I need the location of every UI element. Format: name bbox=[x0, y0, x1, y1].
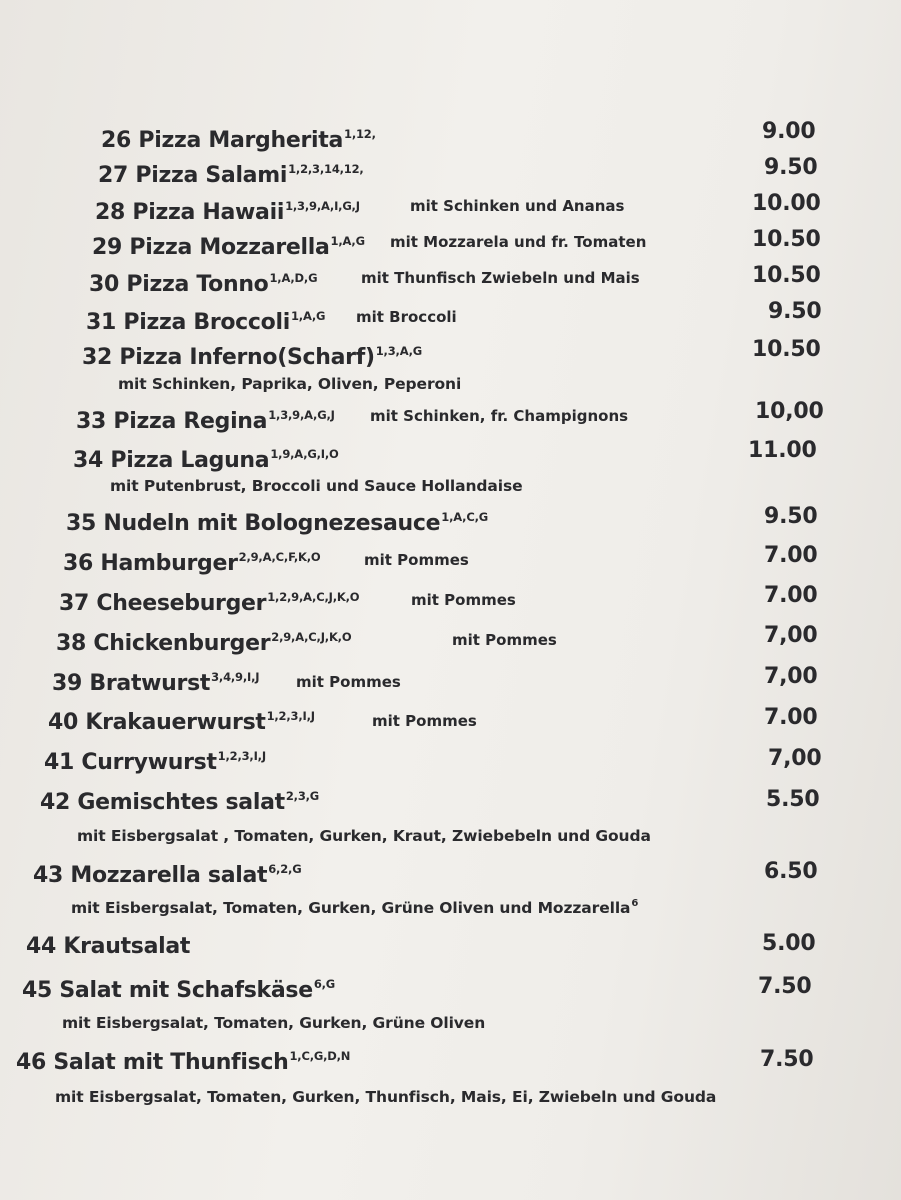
menu-item-price: 9.50 bbox=[764, 504, 818, 529]
menu-item-name: 45 Salat mit Schafskäse$^{6,G}$ bbox=[22, 977, 336, 1003]
menu-item-description: mit Schinken, Paprika, Oliven, Peperoni bbox=[118, 375, 462, 393]
menu-item-name: 31 Pizza Broccoli$^{1,A,G}$ bbox=[86, 309, 326, 335]
menu-item-price: 10.00 bbox=[752, 191, 821, 216]
menu-item-name: 26 Pizza Margherita$^{1,12,}$ bbox=[101, 127, 376, 153]
menu-item-name: 34 Pizza Laguna$^{1,9,A,G,I,O}$ bbox=[73, 447, 339, 473]
menu-item-name: 43 Mozzarella salat$^{6,2,G}$ bbox=[33, 862, 302, 888]
menu-item-description: mit Pommes bbox=[411, 591, 516, 609]
menu-item-name: 28 Pizza Hawaii$^{1,3,9,A,I,G,J}$ bbox=[95, 199, 360, 225]
menu-item-name: 44 Krautsalat bbox=[26, 934, 191, 959]
menu-item-price: 5.00 bbox=[762, 931, 816, 956]
menu-item-price: 7,00 bbox=[764, 623, 818, 648]
menu-item-name: 40 Krakauerwurst$^{1,2,3,I,J}$ bbox=[48, 709, 315, 735]
menu-item-price: 7,00 bbox=[768, 746, 822, 771]
menu-item-name: 46 Salat mit Thunfisch$^{1,C,G,D,N}$ bbox=[16, 1049, 351, 1075]
menu-item-name: 30 Pizza Tonno$^{1,A,D,G}$ bbox=[89, 271, 318, 297]
menu-item-description: mit Mozzarela und fr. Tomaten bbox=[390, 233, 647, 251]
menu-item-description: mit Pommes bbox=[372, 712, 477, 730]
menu-item-price: 7,00 bbox=[764, 664, 818, 689]
menu-item-name: 35 Nudeln mit Bolognezesauce$^{1,A,C,G}$ bbox=[66, 510, 488, 536]
menu-item-name: 36 Hamburger$^{2,9,A,C,F,K,O}$ bbox=[63, 550, 321, 576]
menu-item-name: 41 Currywurst$^{1,2,3,I,J}$ bbox=[44, 749, 266, 775]
menu-item-description: mit Schinken und Ananas bbox=[410, 197, 625, 215]
menu-item-description: mit Schinken, fr. Champignons bbox=[370, 407, 629, 425]
menu-item-price: 7.00 bbox=[764, 543, 818, 568]
menu-item-price: 11.00 bbox=[748, 438, 817, 463]
menu-item-description: mit Pommes bbox=[296, 673, 401, 691]
menu-item-description: mit Putenbrust, Broccoli und Sauce Hollandaise bbox=[110, 477, 523, 495]
menu-item-name: 38 Chickenburger$^{2,9,A,C,J,K,O}$ bbox=[56, 630, 352, 656]
menu-item-price: 9.50 bbox=[768, 299, 822, 324]
menu-item-description: mit Thunfisch Zwiebeln und Mais bbox=[361, 269, 640, 287]
menu-item-price: 7.00 bbox=[764, 583, 818, 608]
menu-item-name: 32 Pizza Inferno(Scharf)$^{1,3,A,G}$ bbox=[82, 344, 423, 370]
menu-item-description: mit Pommes bbox=[452, 631, 557, 649]
menu-item-name: 37 Cheeseburger$^{1,2,9,A,C,J,K,O}$ bbox=[59, 590, 360, 616]
menu-item-name: 29 Pizza Mozzarella$^{1,A,G}$ bbox=[92, 234, 365, 260]
menu-item-price: 9.50 bbox=[764, 155, 818, 180]
menu-item-name: 39 Bratwurst$^{3,4,9,I,J}$ bbox=[52, 670, 260, 696]
menu-item-price: 5.50 bbox=[766, 787, 820, 812]
menu-item-description: mit Pommes bbox=[364, 551, 469, 569]
menu-item-name: 33 Pizza Regina$^{1,3,9,A,G,J}$ bbox=[76, 408, 335, 434]
menu-item-description: mit Eisbergsalat, Tomaten, Gurken, Grüne Oliven und Mozzarella$^6$ bbox=[71, 898, 639, 917]
menu-item-description: mit Eisbergsalat , Tomaten, Gurken, Kraut, Zwiebebeln und Gouda bbox=[77, 827, 651, 845]
menu-item-price: 10,00 bbox=[755, 399, 824, 424]
menu-item-description: mit Eisbergsalat, Tomaten, Gurken, Thunfisch, Mais, Ei, Zwiebeln und Gouda bbox=[55, 1088, 717, 1106]
menu-item-name: 27 Pizza Salami$^{1,2,3,14,12,}$ bbox=[98, 162, 364, 188]
menu-item-price: 10.50 bbox=[752, 227, 821, 252]
menu-item-name: 42 Gemischtes salat$^{2,3,G}$ bbox=[40, 789, 320, 815]
menu-item-price: 10.50 bbox=[752, 337, 821, 362]
menu-item-price: 9.00 bbox=[762, 119, 816, 144]
menu-item-price: 7.00 bbox=[764, 705, 818, 730]
menu-item-description: mit Broccoli bbox=[356, 308, 457, 326]
menu-item-description: mit Eisbergsalat, Tomaten, Gurken, Grüne Oliven bbox=[62, 1014, 486, 1032]
menu-item-price: 6.50 bbox=[764, 859, 818, 884]
menu-item-price: 7.50 bbox=[760, 1047, 814, 1072]
menu-item-price: 10.50 bbox=[752, 263, 821, 288]
menu-item-price: 7.50 bbox=[758, 974, 812, 999]
